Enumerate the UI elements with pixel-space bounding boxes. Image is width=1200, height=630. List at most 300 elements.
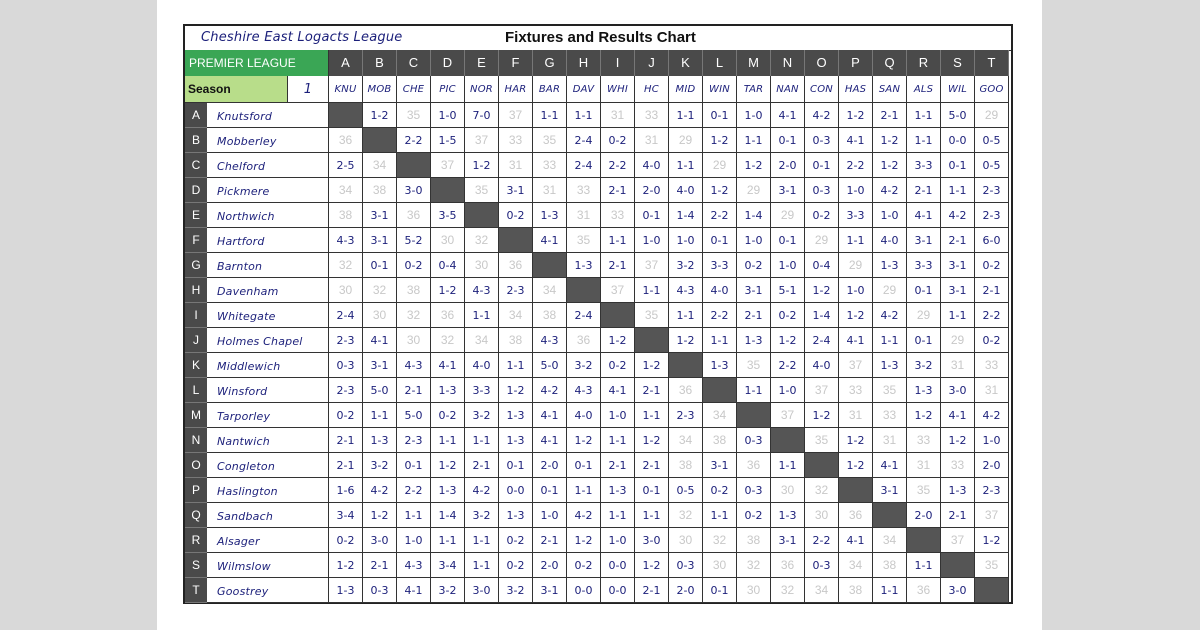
fixture-number-cell: 30	[703, 553, 737, 578]
result-cell: 4-3	[669, 278, 703, 303]
result-cell: 1-2	[941, 428, 975, 453]
fixture-number-cell: 36	[737, 453, 771, 478]
row-letter: E	[185, 203, 207, 228]
result-cell: 1-3	[431, 478, 465, 503]
result-cell: 2-3	[669, 403, 703, 428]
result-cell: 1-2	[431, 278, 465, 303]
team-row-b	[185, 128, 1009, 153]
row-letter: J	[185, 328, 207, 353]
fixture-number-cell: 32	[465, 228, 499, 253]
result-cell: 1-0	[771, 253, 805, 278]
result-cell: 3-1	[941, 253, 975, 278]
result-cell: 2-3	[499, 278, 533, 303]
result-cell: 1-1	[873, 578, 907, 603]
fixture-number-cell: 33	[499, 128, 533, 153]
result-cell: 1-3	[499, 428, 533, 453]
result-cell: 3-2	[499, 578, 533, 603]
row-letter: P	[185, 478, 207, 503]
result-cell: 0-1	[907, 328, 941, 353]
fixtures-chart	[183, 24, 1013, 604]
row-letter: K	[185, 353, 207, 378]
result-cell: 0-2	[975, 253, 1009, 278]
team-name: Davenham	[207, 278, 329, 303]
result-cell: 3-2	[907, 353, 941, 378]
result-cell: 4-2	[363, 478, 397, 503]
result-cell: 1-3	[363, 428, 397, 453]
fixture-number-cell: 32	[669, 503, 703, 528]
result-cell: 4-2	[873, 303, 907, 328]
fixture-number-cell: 38	[703, 428, 737, 453]
column-header-q: Q	[873, 50, 907, 76]
result-cell: 0-0	[601, 578, 635, 603]
fixture-number-cell: 37	[771, 403, 805, 428]
result-cell: 1-1	[907, 553, 941, 578]
fixture-number-cell: 31	[601, 103, 635, 128]
column-header-h: H	[567, 50, 601, 76]
result-cell: 3-0	[397, 178, 431, 203]
team-row-t	[185, 578, 1009, 603]
row-letter: B	[185, 128, 207, 153]
result-cell: 0-2	[499, 203, 533, 228]
result-cell: 5-0	[941, 103, 975, 128]
fixture-number-cell: 36	[771, 553, 805, 578]
team-row-a	[185, 103, 1009, 128]
fixture-number-cell: 29	[737, 178, 771, 203]
result-cell: 1-3	[703, 353, 737, 378]
fixture-number-cell: 38	[873, 553, 907, 578]
result-cell: 2-0	[771, 153, 805, 178]
diagonal-cell	[499, 228, 533, 253]
fixture-number-cell: 31	[873, 428, 907, 453]
column-header-a: A	[329, 50, 363, 76]
result-cell: 1-2	[567, 528, 601, 553]
team-abbreviation: ALS	[907, 76, 941, 103]
result-cell: 2-1	[397, 378, 431, 403]
result-cell: 1-2	[703, 128, 737, 153]
result-cell: 4-3	[533, 328, 567, 353]
result-cell: 0-0	[941, 128, 975, 153]
result-cell: 1-3	[601, 478, 635, 503]
team-abbreviation: MOB	[363, 76, 397, 103]
result-cell: 2-1	[601, 253, 635, 278]
result-cell: 5-2	[397, 228, 431, 253]
result-cell: 3-3	[839, 203, 873, 228]
result-cell: 3-3	[703, 253, 737, 278]
result-cell: 3-0	[363, 528, 397, 553]
row-letter: D	[185, 178, 207, 203]
fixture-number-cell: 32	[329, 253, 363, 278]
team-abbreviation: HAR	[499, 76, 533, 103]
result-cell: 1-1	[567, 103, 601, 128]
result-cell: 2-0	[669, 578, 703, 603]
result-cell: 4-3	[465, 278, 499, 303]
result-cell: 0-2	[771, 303, 805, 328]
result-cell: 1-1	[703, 328, 737, 353]
result-cell: 2-1	[635, 378, 669, 403]
fixture-number-cell: 30	[805, 503, 839, 528]
result-cell: 1-2	[363, 103, 397, 128]
team-name: Holmes Chapel	[207, 328, 329, 353]
diagonal-cell	[941, 553, 975, 578]
result-cell: 2-1	[601, 453, 635, 478]
result-cell: 0-2	[601, 353, 635, 378]
result-cell: 7-0	[465, 103, 499, 128]
fixture-number-cell: 34	[839, 553, 873, 578]
result-cell: 1-1	[601, 503, 635, 528]
fixture-number-cell: 35	[567, 228, 601, 253]
result-cell: 1-3	[873, 353, 907, 378]
result-cell: 4-0	[635, 153, 669, 178]
result-cell: 2-1	[329, 453, 363, 478]
result-cell: 5-0	[533, 353, 567, 378]
result-cell: 0-3	[805, 128, 839, 153]
result-cell: 1-1	[907, 103, 941, 128]
result-cell: 1-1	[363, 403, 397, 428]
result-cell: 2-2	[771, 353, 805, 378]
fixture-number-cell: 33	[601, 203, 635, 228]
fixture-number-cell: 34	[805, 578, 839, 603]
fixture-number-cell: 31	[907, 453, 941, 478]
result-cell: 0-2	[329, 528, 363, 553]
result-cell: 1-1	[669, 103, 703, 128]
result-cell: 0-1	[941, 153, 975, 178]
result-cell: 2-1	[737, 303, 771, 328]
result-cell: 0-3	[737, 428, 771, 453]
result-cell: 1-2	[363, 503, 397, 528]
result-cell: 4-1	[839, 128, 873, 153]
result-cell: 0-4	[805, 253, 839, 278]
diagonal-cell	[601, 303, 635, 328]
team-abbreviation: KNU	[329, 76, 363, 103]
result-cell: 4-2	[567, 503, 601, 528]
result-cell: 6-0	[975, 228, 1009, 253]
column-header-i: I	[601, 50, 635, 76]
result-cell: 0-5	[669, 478, 703, 503]
result-cell: 4-3	[567, 378, 601, 403]
result-cell: 3-4	[329, 503, 363, 528]
result-cell: 2-3	[329, 378, 363, 403]
row-letter: I	[185, 303, 207, 328]
team-abbreviation: MID	[669, 76, 703, 103]
diagonal-cell	[635, 328, 669, 353]
fixture-number-cell: 34	[669, 428, 703, 453]
result-cell: 4-1	[363, 328, 397, 353]
result-cell: 2-1	[635, 453, 669, 478]
result-cell: 0-1	[703, 578, 737, 603]
result-cell: 0-1	[771, 128, 805, 153]
result-cell: 1-2	[839, 103, 873, 128]
team-abbreviation: WIN	[703, 76, 737, 103]
result-cell: 2-1	[601, 178, 635, 203]
result-cell: 3-1	[941, 278, 975, 303]
result-cell: 1-0	[533, 503, 567, 528]
result-cell: 0-1	[805, 153, 839, 178]
result-cell: 2-5	[329, 153, 363, 178]
fixture-number-cell: 35	[873, 378, 907, 403]
result-cell: 1-1	[839, 228, 873, 253]
team-abbreviation: PIC	[431, 76, 465, 103]
fixture-number-cell: 37	[635, 253, 669, 278]
team-abbreviation: CON	[805, 76, 839, 103]
result-cell: 1-2	[465, 153, 499, 178]
result-cell: 4-2	[805, 103, 839, 128]
column-header-e: E	[465, 50, 499, 76]
result-cell: 1-1	[465, 428, 499, 453]
column-header-o: O	[805, 50, 839, 76]
fixture-number-cell: 34	[465, 328, 499, 353]
result-cell: 1-4	[737, 203, 771, 228]
result-cell: 0-2	[499, 553, 533, 578]
team-row-d	[185, 178, 1009, 203]
fixture-number-cell: 35	[397, 103, 431, 128]
season-value: 1	[288, 76, 329, 103]
team-row-m	[185, 403, 1009, 428]
diagonal-cell	[397, 153, 431, 178]
fixture-number-cell: 38	[669, 453, 703, 478]
result-cell: 1-1	[737, 378, 771, 403]
fixture-number-cell: 36	[431, 303, 465, 328]
result-cell: 1-3	[499, 403, 533, 428]
column-header-l: L	[703, 50, 737, 76]
team-name: Middlewich	[207, 353, 329, 378]
result-cell: 0-3	[329, 353, 363, 378]
result-cell: 4-0	[873, 228, 907, 253]
result-cell: 2-1	[941, 503, 975, 528]
title-row	[185, 26, 1011, 51]
result-cell: 1-3	[873, 253, 907, 278]
result-cell: 0-2	[397, 253, 431, 278]
team-row-n	[185, 428, 1009, 453]
team-abbreviation: CHE	[397, 76, 431, 103]
row-letter: F	[185, 228, 207, 253]
result-cell: 1-2	[873, 153, 907, 178]
result-cell: 1-2	[907, 403, 941, 428]
result-cell: 0-4	[431, 253, 465, 278]
result-cell: 1-1	[601, 228, 635, 253]
diagonal-cell	[907, 528, 941, 553]
result-cell: 2-2	[839, 153, 873, 178]
column-headers	[329, 50, 1009, 76]
team-name: Nantwich	[207, 428, 329, 453]
result-cell: 2-1	[907, 178, 941, 203]
fixture-number-cell: 36	[839, 503, 873, 528]
result-cell: 1-4	[431, 503, 465, 528]
fixture-number-cell: 30	[771, 478, 805, 503]
result-cell: 1-2	[703, 178, 737, 203]
diagonal-cell	[669, 353, 703, 378]
team-row-c	[185, 153, 1009, 178]
result-cell: 2-3	[975, 178, 1009, 203]
result-cell: 3-1	[771, 178, 805, 203]
result-cell: 2-0	[975, 453, 1009, 478]
team-abbreviation: HAS	[839, 76, 873, 103]
result-cell: 3-2	[431, 578, 465, 603]
result-cell: 1-0	[431, 103, 465, 128]
diagonal-cell	[703, 378, 737, 403]
result-cell: 1-2	[839, 303, 873, 328]
team-name: Mobberley	[207, 128, 329, 153]
result-cell: 4-1	[907, 203, 941, 228]
result-cell: 0-1	[499, 453, 533, 478]
row-letter: H	[185, 278, 207, 303]
fixture-number-cell: 37	[601, 278, 635, 303]
fixture-number-cell: 29	[771, 203, 805, 228]
result-cell: 3-1	[771, 528, 805, 553]
fixture-number-cell: 29	[669, 128, 703, 153]
result-cell: 2-0	[533, 453, 567, 478]
result-cell: 1-0	[839, 278, 873, 303]
fixture-number-cell: 35	[805, 428, 839, 453]
result-cell: 1-1	[635, 503, 669, 528]
row-letter: M	[185, 403, 207, 428]
result-cell: 1-1	[499, 353, 533, 378]
result-cell: 1-3	[567, 253, 601, 278]
result-cell: 3-3	[907, 153, 941, 178]
column-header-n: N	[771, 50, 805, 76]
result-cell: 3-0	[635, 528, 669, 553]
team-name: Knutsford	[207, 103, 329, 128]
result-cell: 0-0	[601, 553, 635, 578]
team-row-k	[185, 353, 1009, 378]
result-cell: 1-5	[431, 128, 465, 153]
result-cell: 3-2	[465, 503, 499, 528]
season-label: Season	[185, 76, 288, 103]
diagonal-cell	[363, 128, 397, 153]
result-cell: 2-2	[703, 203, 737, 228]
row-letter: G	[185, 253, 207, 278]
fixture-number-cell: 35	[737, 353, 771, 378]
fixture-number-cell: 33	[941, 453, 975, 478]
result-cell: 3-1	[363, 228, 397, 253]
fixture-number-cell: 38	[363, 178, 397, 203]
result-cell: 2-2	[805, 528, 839, 553]
result-cell: 0-1	[703, 103, 737, 128]
result-cell: 0-0	[567, 578, 601, 603]
result-cell: 2-2	[601, 153, 635, 178]
result-cell: 1-1	[941, 178, 975, 203]
result-cell: 3-1	[873, 478, 907, 503]
result-cell: 1-0	[635, 228, 669, 253]
result-cell: 1-1	[737, 128, 771, 153]
result-cell: 1-3	[737, 328, 771, 353]
fixture-number-cell: 38	[737, 528, 771, 553]
fixture-number-cell: 37	[839, 353, 873, 378]
row-letter: T	[185, 578, 207, 603]
result-cell: 4-1	[941, 403, 975, 428]
diagonal-cell	[873, 503, 907, 528]
fixture-number-cell: 36	[499, 253, 533, 278]
result-cell: 4-2	[533, 378, 567, 403]
result-cell: 1-1	[873, 328, 907, 353]
fixture-number-cell: 33	[533, 153, 567, 178]
fixture-number-cell: 30	[669, 528, 703, 553]
division-label: PREMIER LEAGUE	[185, 50, 329, 76]
team-row-l	[185, 378, 1009, 403]
team-abbreviation: DAV	[567, 76, 601, 103]
result-cell: 0-2	[737, 253, 771, 278]
fixture-number-cell: 34	[499, 303, 533, 328]
fixture-number-cell: 30	[329, 278, 363, 303]
result-cell: 1-2	[669, 328, 703, 353]
fixture-number-cell: 35	[975, 553, 1009, 578]
result-cell: 1-1	[941, 303, 975, 328]
fixture-number-cell: 38	[533, 303, 567, 328]
fixture-number-cell: 36	[567, 328, 601, 353]
fixture-number-cell: 37	[941, 528, 975, 553]
team-abbreviation: HC	[635, 76, 669, 103]
result-cell: 1-3	[941, 478, 975, 503]
row-letter: O	[185, 453, 207, 478]
result-cell: 0-2	[703, 478, 737, 503]
result-cell: 2-1	[363, 553, 397, 578]
result-cell: 1-1	[907, 128, 941, 153]
team-name: Alsager	[207, 528, 329, 553]
result-cell: 3-3	[465, 378, 499, 403]
result-cell: 1-3	[329, 578, 363, 603]
column-header-m: M	[737, 50, 771, 76]
result-cell: 2-1	[873, 103, 907, 128]
result-cell: 1-0	[601, 528, 635, 553]
team-row-h	[185, 278, 1009, 303]
result-cell: 1-0	[737, 228, 771, 253]
result-cell: 1-2	[431, 453, 465, 478]
chart-title: Fixtures and Results Chart	[505, 29, 696, 46]
team-row-r	[185, 528, 1009, 553]
fixture-number-cell: 29	[839, 253, 873, 278]
team-name: Hartford	[207, 228, 329, 253]
result-cell: 2-3	[975, 203, 1009, 228]
column-header-b: B	[363, 50, 397, 76]
team-name: Goostrey	[207, 578, 329, 603]
diagonal-cell	[975, 578, 1009, 603]
fixture-number-cell: 31	[941, 353, 975, 378]
result-cell: 4-0	[669, 178, 703, 203]
fixture-number-cell: 30	[363, 303, 397, 328]
fixture-number-cell: 37	[431, 153, 465, 178]
team-row-p	[185, 478, 1009, 503]
result-cell: 1-3	[907, 378, 941, 403]
fixture-number-cell: 32	[771, 578, 805, 603]
result-cell: 2-0	[533, 553, 567, 578]
result-cell: 1-1	[533, 103, 567, 128]
fixture-number-cell: 34	[873, 528, 907, 553]
fixture-number-cell: 29	[805, 228, 839, 253]
result-cell: 4-1	[533, 403, 567, 428]
team-row-i	[185, 303, 1009, 328]
team-row-g	[185, 253, 1009, 278]
team-abbreviation: TAR	[737, 76, 771, 103]
fixture-number-cell: 32	[363, 278, 397, 303]
fixture-number-cell: 33	[839, 378, 873, 403]
column-header-f: F	[499, 50, 533, 76]
result-cell: 1-3	[771, 503, 805, 528]
result-cell: 1-1	[635, 278, 669, 303]
result-cell: 1-2	[567, 428, 601, 453]
result-cell: 0-5	[975, 128, 1009, 153]
result-cell: 4-1	[771, 103, 805, 128]
fixture-number-cell: 30	[431, 228, 465, 253]
result-cell: 0-2	[567, 553, 601, 578]
team-name: Barnton	[207, 253, 329, 278]
result-cell: 1-2	[635, 353, 669, 378]
fixture-number-cell: 34	[363, 153, 397, 178]
team-name: Chelford	[207, 153, 329, 178]
result-cell: 0-3	[363, 578, 397, 603]
result-cell: 3-2	[465, 403, 499, 428]
team-abbreviation: SAN	[873, 76, 907, 103]
result-cell: 3-0	[941, 578, 975, 603]
result-cell: 0-1	[907, 278, 941, 303]
